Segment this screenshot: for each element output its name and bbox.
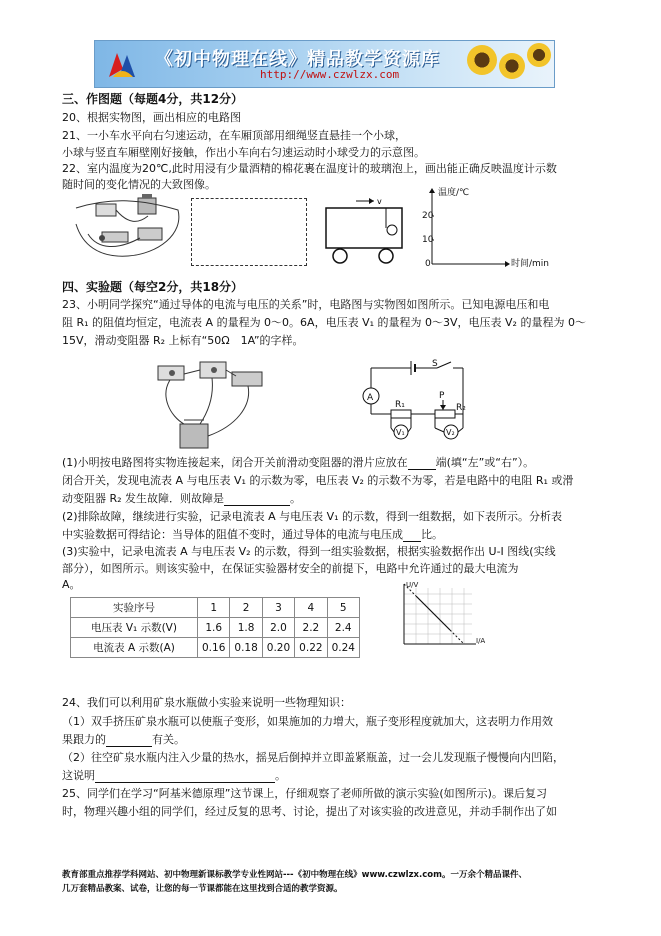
answer-blank-2[interactable] <box>224 493 290 506</box>
period: 。 <box>290 492 302 505</box>
section4-heading: 四、实验题（每空2分，共18分） <box>62 280 244 294</box>
q23-part2-line1: (2)排除故障，继续进行实验，记录电流表 A 与电压表 V₁ 的示数，得到一组数据，如下表所示。分析表 <box>62 510 563 523</box>
q24-part1-text-b: 有关。 <box>152 733 185 746</box>
answer-box-q20[interactable] <box>191 198 307 266</box>
graph-ylabel: 温度/℃ <box>438 188 470 198</box>
q24-part1-line2 <box>62 733 185 747</box>
footer-line1: 教育部重点推荐学科网站、初中物理新课标教学专业性网站---《初中物理在线》www.czwlzx.com。一万余个精品课件、 <box>62 870 527 880</box>
site-logo-icon <box>105 47 139 81</box>
q23-part3-line2: 部分），如图所示。则该实验中，在保证实验器材安全的前提下，电路中允许通过的最大电流为 <box>62 562 519 575</box>
q22-line1: 22、室内温度为20℃,此时用浸有少量酒精的棉花裹在温度计的玻璃泡上，画出能正确反映温度计示数 <box>62 162 557 175</box>
q23-part1-line3-text: 动变阻器 R₂ 发生故障．则故障是 <box>62 492 225 505</box>
table-cell: 0.22 <box>295 638 327 658</box>
circuit-label-r1: R₁ <box>395 400 405 410</box>
q23-line2: 阻 R₁ 的阻值均恒定，电流表 A 的量程为 0～0。6A，电压表 V₁ 的量程为 0～3V，电压表 V₂ 的量程为 0～ <box>62 316 586 329</box>
cart-figure <box>322 196 410 268</box>
table-cell: 4 <box>295 598 327 618</box>
q23-line3: 15V，滑动变阻器 R₂ 上标有“50Ω 1A”的字样。 <box>62 334 304 347</box>
table-cell: 电流表 A 示数(A) <box>71 638 198 658</box>
header-banner <box>94 40 555 88</box>
table-cell: 0.20 <box>262 638 294 658</box>
table-cell: 3 <box>262 598 294 618</box>
q20-text: 20、根据实物图，画出相应的电路图 <box>62 111 241 124</box>
q24-part2-text-b: 。 <box>275 769 286 782</box>
q24-part1-line1: （1）双手挤压矿泉水瓶可以使瓶子变形，如果施加的力增大，瓶子变形程度就加大，这表明力作用效 <box>62 715 553 728</box>
table-cell: 0.16 <box>198 638 230 658</box>
q23-part1-line2: 闭合开关，发现电流表 A 与电压表 V₁ 的示数为零，电压表 V₂ 的示数不为零，若是电路中的电阻 R₁ 或滑 <box>62 474 574 487</box>
q24-part1-text-a: 果跟力的 <box>62 733 106 746</box>
table-cell: 2.4 <box>327 618 359 638</box>
table-row <box>71 598 360 618</box>
data-table <box>70 597 360 658</box>
lab-apparatus-photo <box>140 356 280 452</box>
q24-part2-line2 <box>62 769 286 783</box>
circuit-label-a: A <box>367 393 374 403</box>
table-cell: 实验序号 <box>71 598 198 618</box>
q23-part2-text-a: 中实验数据可得结论：当导体的阻值不变时，通过导体的电流与电压成 <box>62 528 403 541</box>
banner-title: 《初中物理在线》精品教学资源库 <box>155 49 440 70</box>
table-cell: 电压表 V₁ 示数(V) <box>71 618 198 638</box>
sunflower-icon <box>499 53 525 79</box>
q23-part1-line1 <box>62 456 534 470</box>
circuit-label-r2: R₂ <box>456 403 466 413</box>
circuit-label-s: S <box>432 359 438 369</box>
q24-part2-line1: （2）往空矿泉水瓶内注入少量的热水，摇晃后倒掉并立即盖紧瓶盖，过一会儿发现瓶子慢慢向内凹陷， <box>62 751 564 764</box>
circuit-label-v1: V₁ <box>396 428 405 437</box>
answer-blank-5[interactable] <box>95 770 275 783</box>
q23-part3-line1: (3)实验中，记录电流表 A 与电压表 V₂ 的示数，得到一组实验数据，根据实验数据作出 U-I 图线(实线 <box>62 545 556 558</box>
q25-line1: 25、同学们在学习“阿基米德原理”这节课上，仔细观察了老师所做的演示实验(如图所示)。课后复习 <box>62 787 547 800</box>
ui-graph-xlabel: I/A <box>476 637 486 645</box>
answer-blank-3[interactable] <box>403 529 421 542</box>
circuit-label-v2: V₂ <box>446 428 455 437</box>
sunflower-icon <box>467 45 497 75</box>
table-row <box>71 638 360 658</box>
q23-part3-line3: A。 <box>62 578 81 591</box>
q21-line1: 21、一小车水平向右匀速运动，在车厢顶部用细绳竖直悬挂一个小球， <box>62 129 406 142</box>
q23-part1-text-a: (1)小明按电路图将实物连接起来，闭合开关前滑动变阻器的滑片应放在 <box>62 456 408 469</box>
answer-blank-4[interactable] <box>106 734 152 747</box>
table-cell: 0.24 <box>327 638 359 658</box>
circuit-photo-figure <box>68 194 186 264</box>
table-cell: 0.18 <box>230 638 262 658</box>
section3-heading: 三、作图题（每题4分，共12分） <box>62 92 244 106</box>
q23-part2-line2 <box>62 528 443 542</box>
q24-part2-text-a: 这说明 <box>62 769 95 782</box>
table-cell: 2 <box>230 598 262 618</box>
q22-line2: 随时间的变化情况的大致图像。 <box>62 178 216 191</box>
table-cell: 5 <box>327 598 359 618</box>
table-cell: 1 <box>198 598 230 618</box>
banner-url[interactable]: http://www.czwlzx.com <box>260 68 400 81</box>
sunflower-icon <box>527 43 551 67</box>
q25-line2: 时，物理兴趣小组的同学们，经过反复的思考、讨论，提出了对该实验的改进意见，并动手制作出了如 <box>62 805 557 818</box>
ui-graph-ylabel: U/V <box>406 581 419 589</box>
q23-line1: 23、小明同学探究“通过导体的电流与电压的关系”时，电路图与实物图如图所示。已知电源电压和电 <box>62 298 550 311</box>
graph-xlabel: 时间/min <box>511 259 550 269</box>
graph-tick-10: 10 <box>422 235 434 245</box>
q24-line1: 24、我们可以利用矿泉水瓶做小实验来说明一些物理知识： <box>62 696 351 709</box>
table-row <box>71 618 360 638</box>
table-cell: 1.8 <box>230 618 262 638</box>
table-cell: 2.0 <box>262 618 294 638</box>
q21-line2: 小球与竖直车厢壁刚好接触，作出小车向右匀速运动时小球受力的示意图。 <box>62 146 425 159</box>
graph-tick-20: 20 <box>422 211 434 221</box>
q23-part1-line3 <box>62 492 301 506</box>
table-cell: 1.6 <box>198 618 230 638</box>
footer-line2: 几万套精品教案、试卷，让您的每一节课都能在这里找到合适的教学资源。 <box>62 884 343 894</box>
circuit-label-p: P <box>439 391 445 401</box>
svg-text:v: v <box>377 197 382 206</box>
q23-part2-text-b: 比。 <box>421 528 443 541</box>
answer-blank-1[interactable] <box>408 457 436 470</box>
graph-tick-0: 0 <box>425 259 431 269</box>
q23-part1-text-b: 端(填“左”或“右”）。 <box>435 456 535 469</box>
table-cell: 2.2 <box>295 618 327 638</box>
